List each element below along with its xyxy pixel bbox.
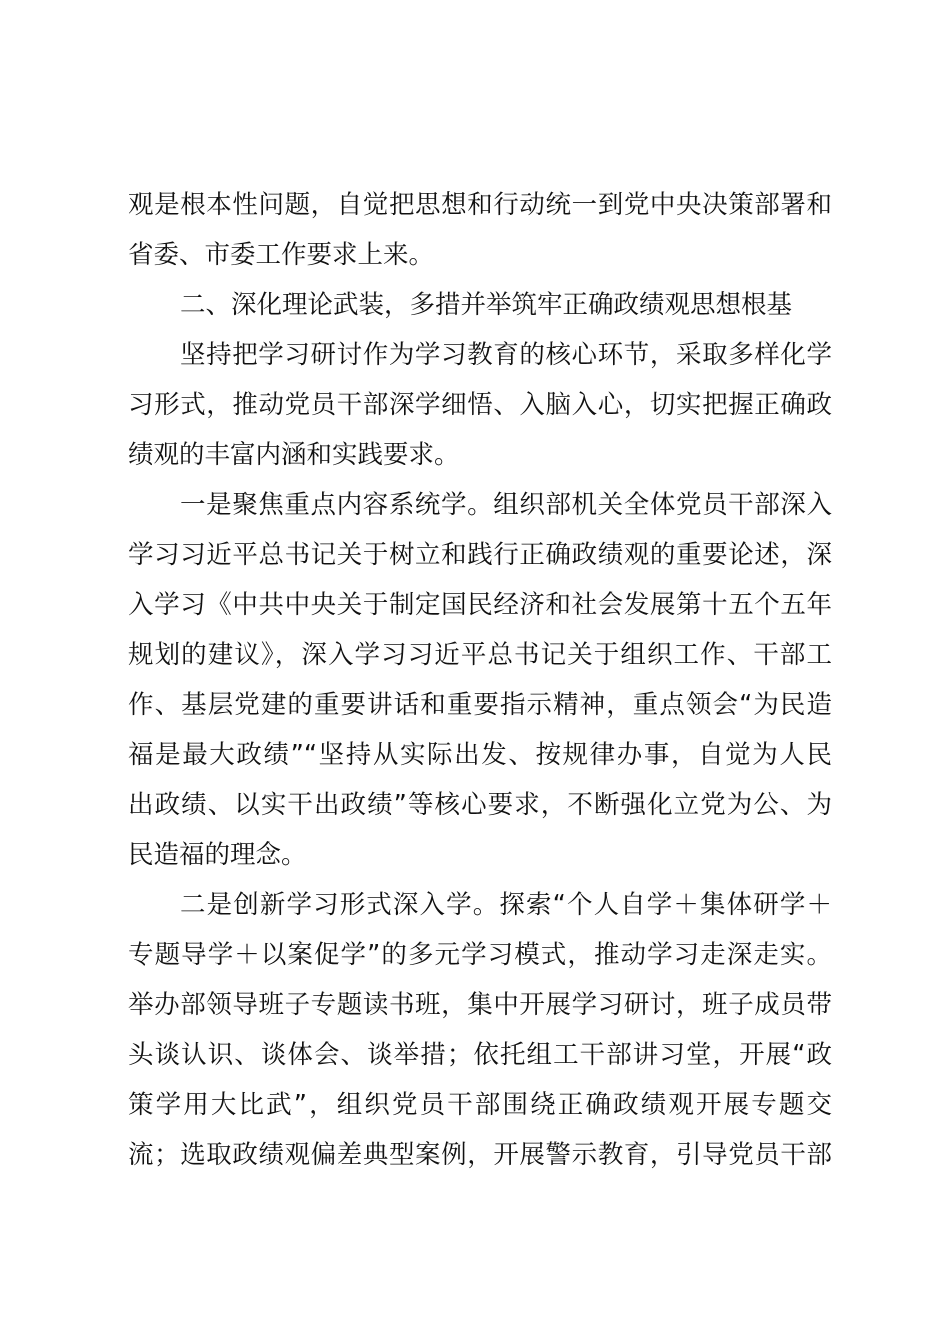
text-line: 策学用大比武”，组织党员干部围绕正确政绩观开展专题交 [128,1090,832,1120]
text-line: 头谈认识、谈体会、谈举措；依托组工干部讲习堂，开展“政 [128,1040,832,1070]
text-line: 举办部领导班子专题读书班，集中开展学习研讨，班子成员带 [128,990,832,1020]
text-line: 规划的建议》，深入学习习近平总书记关于组织工作、干部工 [128,640,832,670]
text-line: 省委、市委工作要求上来。 [128,240,435,270]
text-line: 绩观的丰富内涵和实践要求。 [128,440,460,470]
text-line: 坚持把学习研讨作为学习教育的核心环节，采取多样化学 [180,340,832,370]
text-line: 作、基层党建的重要讲话和重要指示精神，重点领会“为民造 [128,690,832,720]
text-line: 入学习《中共中央关于制定国民经济和社会发展第十五个五年 [128,590,832,620]
text-line: 专题导学＋以案促学”的多元学习模式，推动学习走深走实。 [128,940,832,970]
text-line: 观是根本性问题，自觉把思想和行动统一到党中央决策部署和 [128,190,832,220]
document-page [128,180,832,1180]
text-line: 流；选取政绩观偏差典型案例，开展警示教育，引导党员干部 [128,1140,832,1170]
text-line: 习形式，推动党员干部深学细悟、入脑入心，切实把握正确政 [128,390,832,420]
text-line: 二是创新学习形式深入学。探索“个人自学＋集体研学＋ [180,890,832,920]
text-line: 出政绩、以实干出政绩”等核心要求，不断强化立党为公、为 [128,790,832,820]
text-line: 福是最大政绩”“坚持从实际出发、按规律办事，自觉为人民 [128,740,832,770]
text-line: 民造福的理念。 [128,840,307,870]
text-line: 学习习近平总书记关于树立和践行正确政绩观的重要论述，深 [128,540,832,570]
section-heading: 二、深化理论武装，多措并举筑牢正确政绩观思想根基 [180,290,793,320]
text-line: 一是聚焦重点内容系统学。组织部机关全体党员干部深入 [180,490,832,520]
